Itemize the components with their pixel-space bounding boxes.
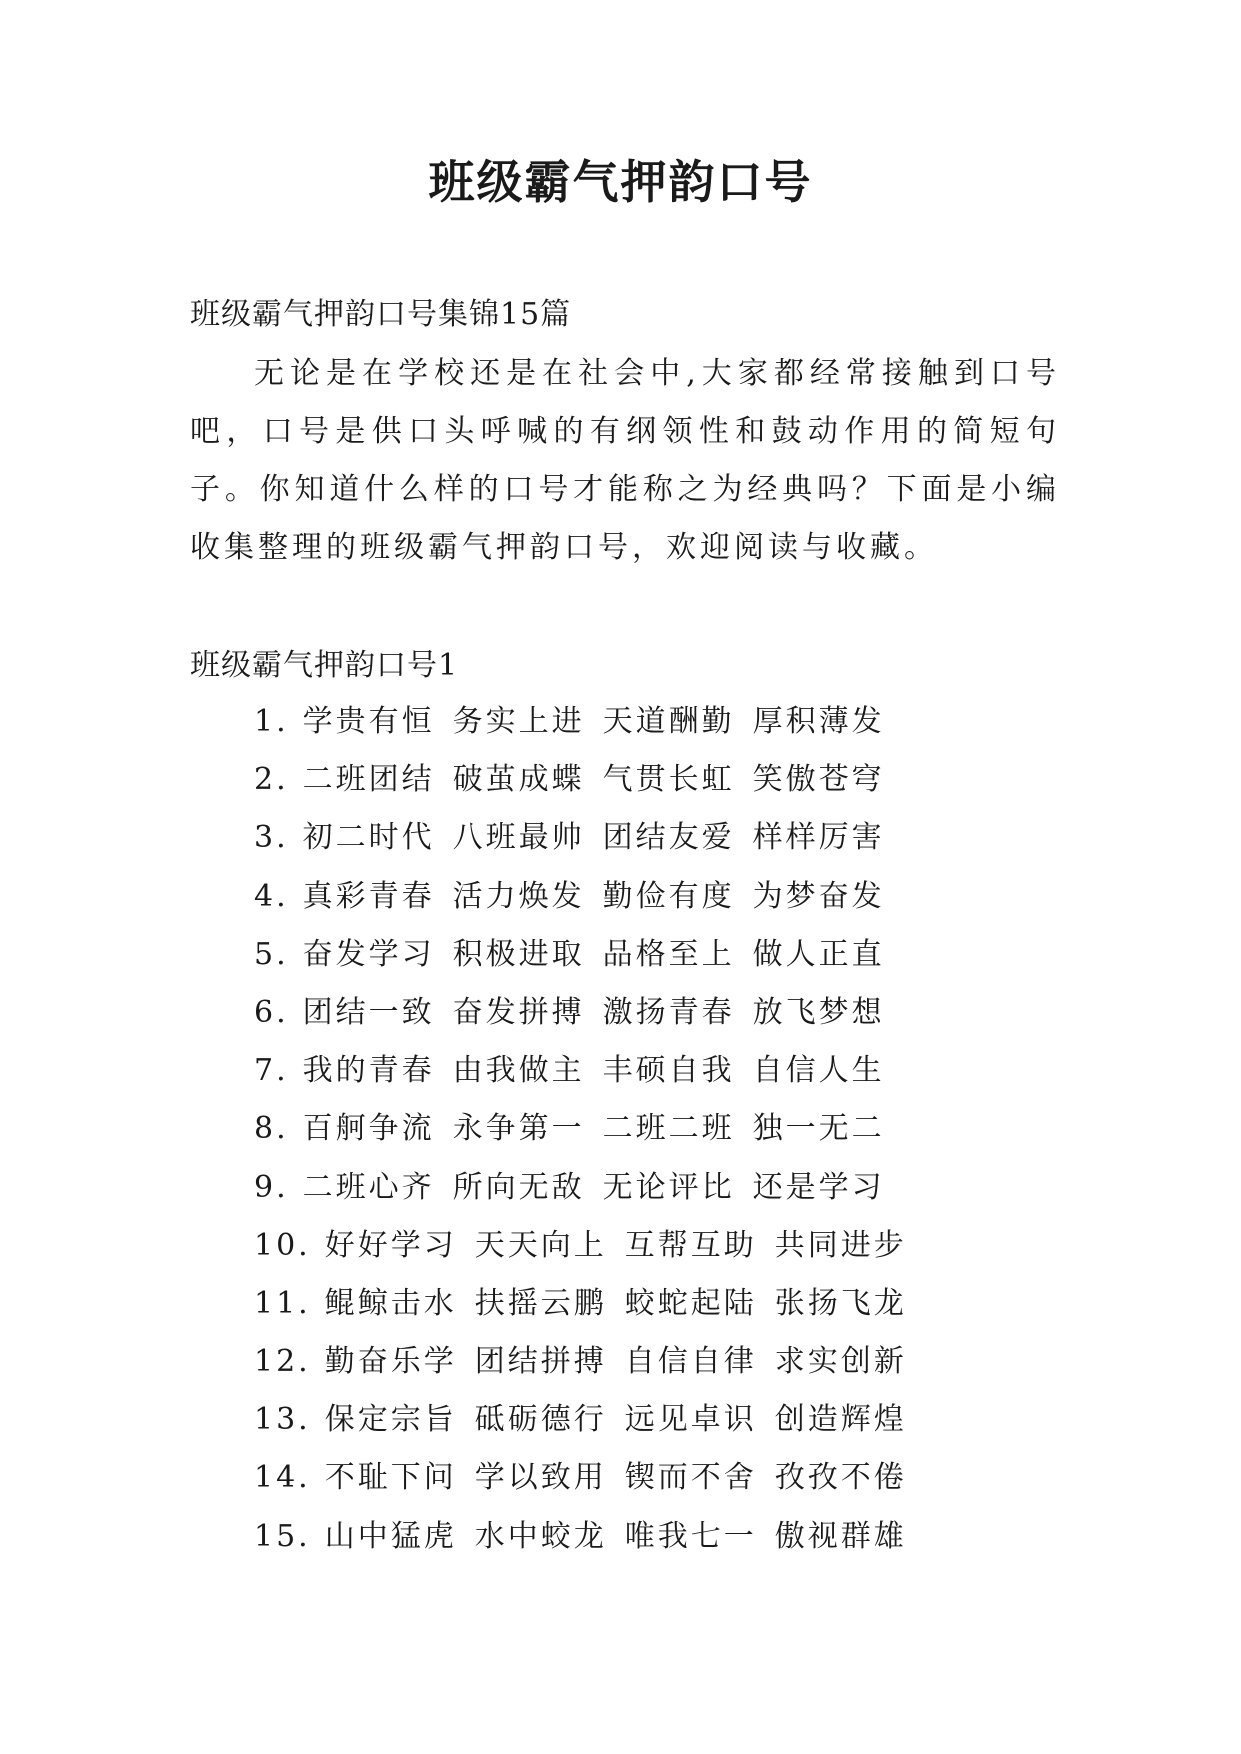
slogan-phrase: 气贯长虹 — [602, 762, 735, 798]
slogan-number: 4. — [254, 878, 289, 914]
slogan-item — [254, 751, 925, 809]
slogan-item — [254, 1275, 925, 1333]
slogan-phrase: 创造辉煌 — [774, 1402, 907, 1438]
slogan-list — [254, 693, 925, 1566]
slogan-phrase: 鲲鲸击水 — [324, 1285, 457, 1321]
slogan-phrase: 团结一致 — [302, 994, 435, 1030]
slogan-phrase: 共同进步 — [774, 1227, 907, 1263]
slogan-phrase: 笑傲苍穹 — [752, 762, 885, 798]
slogan-phrase: 不耻下问 — [324, 1460, 457, 1496]
slogan-phrase: 团结友爱 — [602, 820, 735, 856]
slogan-number: 6. — [254, 994, 289, 1030]
slogan-phrase: 放飞梦想 — [752, 994, 885, 1030]
slogan-phrase: 天天向上 — [474, 1227, 607, 1263]
slogan-item — [254, 926, 925, 984]
intro-paragraph: 无论是在学校还是在社会中,大家都经常接触到口号吧，口号是供口头呼喊的有纲领性和鼓动作用的简短句子。你知道什么样的口号才能称之为经典吗？下面是小编收集整理的班级霸气押韵口号，欢迎阅读与收藏。 — [190, 356, 1060, 565]
slogan-number: 8. — [254, 1111, 289, 1147]
slogan-phrase: 勤俭有度 — [602, 878, 735, 914]
slogan-item — [254, 1042, 925, 1100]
slogan-phrase: 积极进取 — [452, 936, 585, 972]
slogan-phrase: 做人正直 — [752, 936, 885, 972]
slogan-phrase: 奋发拼搏 — [452, 994, 585, 1030]
slogan-phrase: 扶摇云鹏 — [474, 1285, 607, 1321]
slogan-phrase: 勤奋乐学 — [324, 1344, 457, 1380]
slogan-phrase: 破茧成蝶 — [452, 762, 585, 798]
slogan-number: 10. — [254, 1227, 311, 1263]
slogan-phrase: 永争第一 — [452, 1111, 585, 1147]
slogan-number: 1. — [254, 704, 289, 739]
slogan-phrase: 锲而不舍 — [624, 1460, 757, 1496]
slogan-phrase: 还是学习 — [752, 1169, 885, 1205]
slogan-phrase: 真彩青春 — [302, 878, 435, 914]
slogan-item — [254, 1333, 925, 1391]
slogan-phrase: 学贵有恒 — [302, 704, 435, 739]
slogan-item — [254, 693, 925, 751]
slogan-phrase: 样样厉害 — [752, 820, 885, 856]
slogan-phrase: 奋发学习 — [302, 936, 435, 972]
slogan-number: 11. — [254, 1285, 311, 1321]
slogan-phrase: 砥砺德行 — [474, 1402, 607, 1438]
slogan-item — [254, 809, 925, 867]
slogan-phrase: 蛟蛇起陆 — [624, 1285, 757, 1321]
slogan-item — [254, 1159, 925, 1217]
slogan-number: 14. — [254, 1460, 311, 1496]
slogan-phrase: 保定宗旨 — [324, 1402, 457, 1438]
slogan-number: 9. — [254, 1169, 289, 1205]
slogan-item — [254, 984, 925, 1042]
slogan-phrase: 远见卓识 — [624, 1402, 757, 1438]
slogan-number: 5. — [254, 936, 289, 972]
slogan-phrase: 二班二班 — [602, 1111, 735, 1147]
slogan-phrase: 丰硕自我 — [602, 1053, 735, 1089]
slogan-phrase: 学以致用 — [474, 1460, 607, 1496]
slogan-phrase: 孜孜不倦 — [774, 1460, 907, 1496]
slogan-item — [254, 1508, 925, 1566]
slogan-phrase: 求实创新 — [774, 1344, 907, 1380]
slogan-phrase: 为梦奋发 — [752, 878, 885, 914]
slogan-phrase: 初二时代 — [302, 820, 435, 856]
slogan-phrase: 唯我七一 — [624, 1518, 757, 1554]
slogan-phrase: 好好学习 — [324, 1227, 457, 1263]
slogan-item — [254, 1449, 925, 1507]
slogan-phrase: 无论评比 — [602, 1169, 735, 1205]
slogan-number: 2. — [254, 762, 289, 798]
slogan-item — [254, 868, 925, 926]
slogan-phrase: 活力焕发 — [452, 878, 585, 914]
slogan-phrase: 水中蛟龙 — [474, 1518, 607, 1554]
slogan-phrase: 傲视群雄 — [774, 1518, 907, 1554]
slogan-phrase: 自信人生 — [752, 1053, 885, 1089]
document-subtitle: 班级霸气押韵口号集锦15篇 — [190, 297, 572, 332]
slogan-phrase: 由我做主 — [452, 1053, 585, 1089]
slogan-phrase: 团结拼搏 — [474, 1344, 607, 1380]
slogan-number: 15. — [254, 1518, 311, 1554]
slogan-number: 3. — [254, 820, 289, 856]
slogan-number: 12. — [254, 1344, 311, 1380]
slogan-phrase: 山中猛虎 — [324, 1518, 457, 1554]
slogan-phrase: 激扬青春 — [602, 994, 735, 1030]
slogan-phrase: 张扬飞龙 — [774, 1285, 907, 1321]
slogan-phrase: 我的青春 — [302, 1053, 435, 1089]
slogan-item — [254, 1217, 925, 1275]
slogan-phrase: 独一无二 — [752, 1111, 885, 1147]
slogan-phrase: 二班团结 — [302, 762, 435, 798]
slogan-number: 13. — [254, 1402, 311, 1438]
document-title: 班级霸气押韵口号 — [428, 155, 813, 209]
slogan-item — [254, 1100, 925, 1158]
slogan-phrase: 品格至上 — [602, 936, 735, 972]
slogan-phrase: 百舸争流 — [302, 1111, 435, 1147]
slogan-phrase: 自信自律 — [624, 1344, 757, 1380]
slogan-phrase: 二班心齐 — [302, 1169, 435, 1205]
slogan-phrase: 所向无敌 — [452, 1169, 585, 1205]
slogan-phrase: 天道酬勤 — [602, 704, 735, 739]
slogan-phrase: 互帮互助 — [624, 1227, 757, 1263]
slogan-item — [254, 1391, 925, 1449]
slogan-phrase: 务实上进 — [452, 704, 585, 739]
section-heading: 班级霸气押韵口号1 — [190, 648, 459, 683]
slogan-number: 7. — [254, 1053, 289, 1089]
slogan-phrase: 八班最帅 — [452, 820, 585, 856]
slogan-phrase: 厚积薄发 — [752, 704, 885, 739]
